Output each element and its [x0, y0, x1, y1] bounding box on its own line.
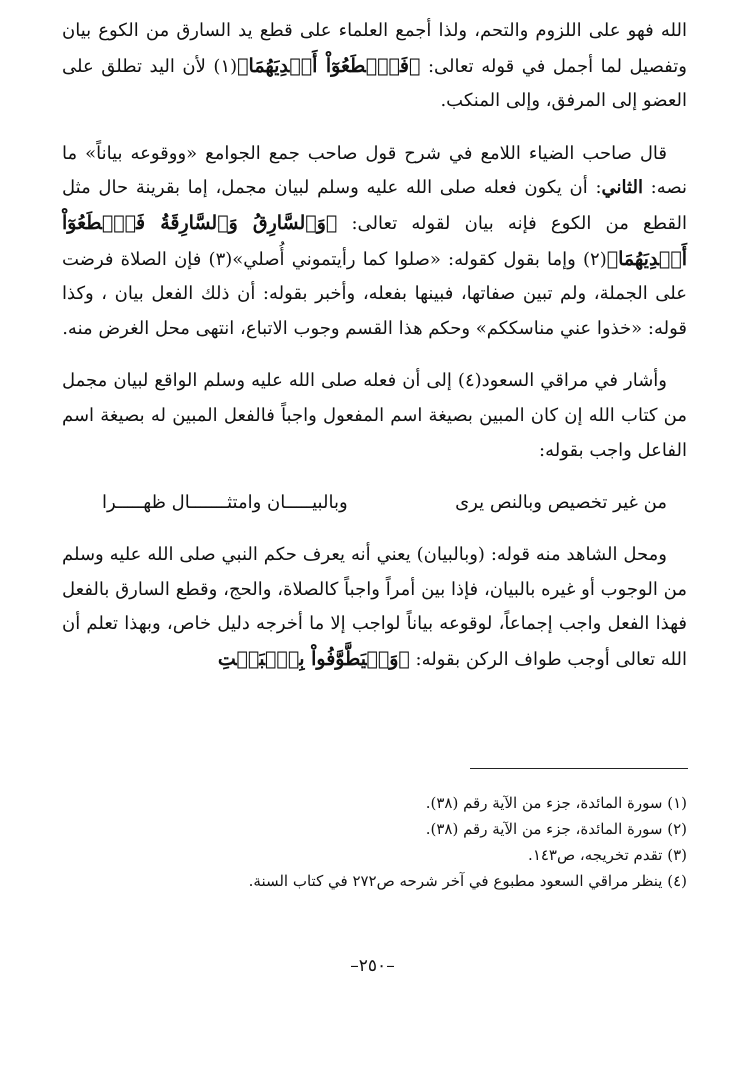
paragraph-3: وأشار في مراقي السعود(٤) إلى أن فعله صلى الله عليه وسلم الواقع لبيان مجمل من كتاب الله إن كان المبين بصيغة اسم المفعول واجباً فالفعل المبين له بصيغة اسم الفاعل واجب بقوله:: [62, 370, 687, 461]
paragraph-4-text-a: ومحل الشاهد منه قوله: (وبالبيان) يعني أنه يعرف حكم النبي صلى الله عليه وسلم من الوجوب أو غيره بالبيان، فإذا بين أمراً واجباً كالصلاة، والحج، وقطع السارق بالفعل فهذا الفعل واجب إجماعاً، لوقوعه بياناً لواجب إلا ما أخرجه دليل خاص، وبهذا تعلم أن الله تعالى أوجب طواف الركن بقوله:: [62, 544, 687, 670]
footnote: (٤) ينظر مراقي السعود مطبوع في آخر شرحه ص٢٧٢ في كتاب السنة.: [248, 872, 687, 890]
page-number: –٢٥٠–: [350, 956, 395, 976]
paragraph-1-text-b: (١) لأن اليد تطلق على العضو إلى المرفق، وإلى المنكب.: [62, 55, 687, 112]
paragraph-1: [62, 14, 687, 119]
quran-verse-3: ﴿وَلۡيَطَّوَّفُواْ بِٱلۡبَيۡتِ: [217, 647, 410, 670]
footnote-divider: [470, 768, 688, 769]
paragraph-4: [62, 538, 687, 677]
quran-verse-2: ﴿وَٱلسَّارِقُ وَٱلسَّارِقَةُ فَٱقۡطَعُوٓاْ أَيۡدِيَهُمَا﴾: [62, 211, 687, 270]
quran-verse-1: ﴿فَٱقۡطَعُوٓاْ أَيۡدِيَهُمَا﴾: [237, 54, 421, 77]
paragraph-1-text-a: الله فهو على اللزوم والتحم، ولذا أجمع العلماء على قطع يد السارق من الكوع بيان وتفصيل لما أجمل في قوله تعالى:: [62, 20, 687, 77]
poem-hemistich-left: وبالبيـــــان وامتثـــــــال ظهـــــرا: [102, 492, 348, 514]
paragraph-2-text-a: قال صاحب الضياء اللامع في شرح قول صاحب جمع الجوامع «ووقوعه بياناً» ما نصه:: [62, 142, 687, 199]
term-second: الثاني: [601, 177, 643, 199]
poem-hemistich-right: من غير تخصيص وبالنص يرى: [455, 492, 667, 514]
paragraph-2-text-b: : أن يكون فعله صلى الله عليه وسلم لبيان مجمل، إما بقرينة حال مثل القطع من الكوع فإنه بيان لقوله تعالى:: [62, 177, 687, 234]
footnotes: [62, 790, 687, 894]
footnote: (١) سورة المائدة، جزء من الآية رقم (٣٨).: [425, 794, 687, 812]
main-text: [62, 14, 687, 696]
paragraph-2-text-c: (٢) وإما بقول كقوله: «صلوا كما رأيتموني أُصلي»(٣) فإن الصلاة فرضت على الجملة، ولم تبين صفاتها، فبينها بفعله، وأخبر بقوله: أن ذلك الفعل بيان ، وكذا قوله: «خذوا عني مناسككم» وحكم هذا القسم وجوب الاتباع، انتهى محل الغرض منه.: [62, 248, 687, 339]
footnote: (٢) سورة المائدة، جزء من الآية رقم (٣٨).: [425, 820, 687, 838]
paragraph-2: [62, 137, 687, 347]
poem-verse: [102, 486, 667, 520]
footnote: (٣) تقدم تخريجه، ص١٤٣.: [528, 846, 687, 864]
